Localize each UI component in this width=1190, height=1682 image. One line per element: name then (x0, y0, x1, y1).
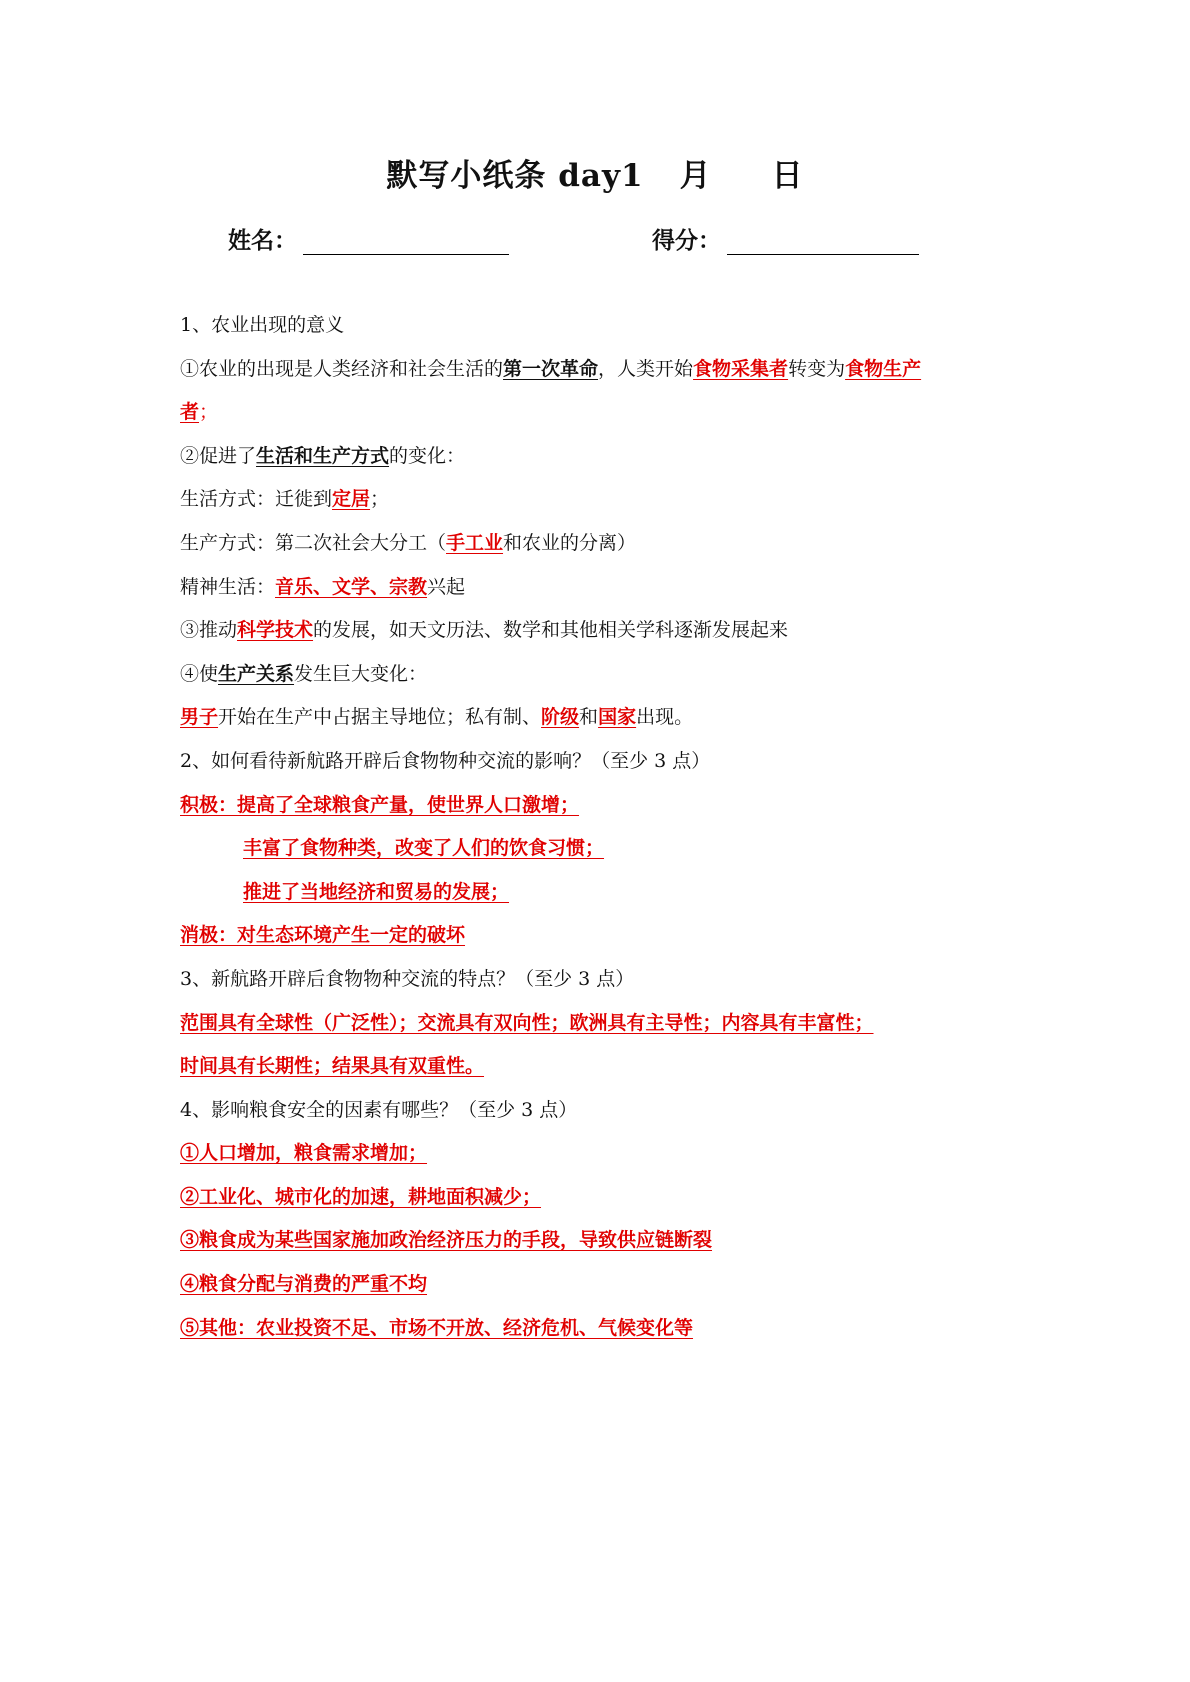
name-row (228, 222, 509, 255)
q1-point1: ①农业的出现是人类经济和社会生活的第一次革命，人类开始食物采集者转变为食物生产 (180, 357, 922, 380)
q2-answer-4: 消极：对生态环境产生一定的破坏 (180, 924, 466, 947)
name-blank[interactable] (303, 230, 509, 255)
q1-spirit: 精神生活：音乐、文学、宗教兴起 (180, 575, 466, 598)
q1-production: 生产方式：第二次社会大分工（手工业和农业的分离） (180, 531, 637, 554)
q2-answer-1: 积极：提高了全球粮食产量，使世界人口激增； (180, 793, 580, 816)
worksheet-content (180, 304, 1060, 1350)
q3-answer-1: 范围具有全球性（广泛性）；交流具有双向性；欧洲具有主导性；内容具有丰富性； (180, 1011, 874, 1034)
q1-life: 生活方式：迁徙到定居； (180, 488, 390, 511)
q2-answer-3: 推进了当地经济和贸易的发展； (243, 880, 510, 903)
q4-answer-5: ⑤其他：农业投资不足、市场不开放、经济危机、气候变化等 (180, 1316, 694, 1339)
score-label: 得分： (652, 227, 721, 254)
q1-point4: ④使生产关系发生巨大变化： (180, 662, 428, 685)
q4-answer-1: ①人口增加，粮食需求增加； (180, 1142, 428, 1165)
q4-answer-2: ②工业化、城市化的加速，耕地面积减少； (180, 1185, 542, 1208)
q1-point1-cont: 者； (180, 401, 219, 424)
q2-answer-2: 丰富了食物种类，改变了人们的饮食习惯； (243, 837, 605, 860)
q3-title: 3、新航路开辟后食物物种交流的特点？（至少 3 点） (180, 967, 635, 990)
q1-point3: ③推动科学技术的发展，如天文历法、数学和其他相关学科逐渐发展起来 (180, 619, 789, 642)
q1-point4-detail: 男子开始在生产中占据主导地位；私有制、阶级和国家出现。 (180, 706, 694, 729)
title-text: 默写小纸条 day1 (386, 158, 644, 194)
score-row (652, 222, 919, 255)
score-blank[interactable] (727, 230, 919, 255)
q2-title: 2、如何看待新航路开辟后食物物种交流的影响？（至少 3 点） (180, 749, 711, 772)
name-label: 姓名： (228, 227, 297, 254)
q1-point2: ②促进了生活和生产方式的变化： (180, 444, 466, 467)
q4-answer-4: ④粮食分配与消费的严重不均 (180, 1273, 428, 1296)
title-day: 日 (771, 158, 804, 194)
q4-title: 4、影响粮食安全的因素有哪些？（至少 3 点） (180, 1098, 578, 1121)
q3-answer-2: 时间具有长期性；结果具有双重性。 (180, 1055, 485, 1078)
page-title (0, 150, 1190, 195)
q1-title: 1、农业出现的意义 (180, 314, 345, 336)
title-month: 月 (679, 158, 712, 194)
q4-answer-3: ③粮食成为某些国家施加政治经济压力的手段，导致供应链断裂 (180, 1229, 713, 1252)
